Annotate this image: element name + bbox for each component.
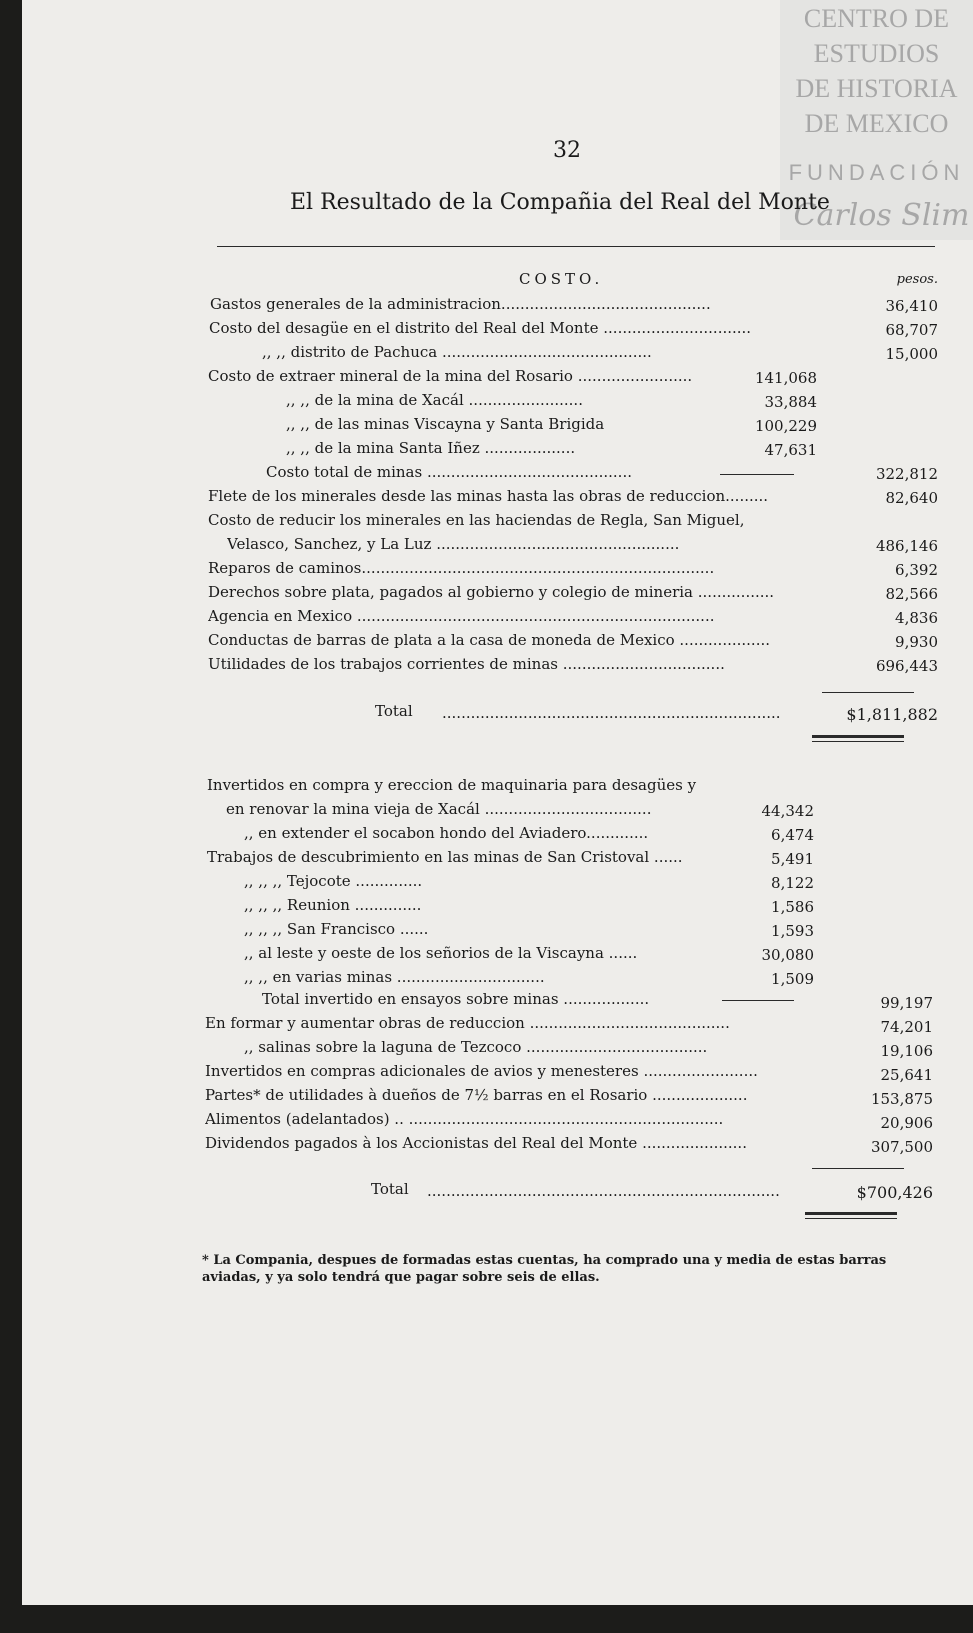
inv-row-label: Invertidos en compra y ereccion de maquinaria para desagües y — [207, 776, 697, 794]
inv-row-label: ,, salinas sobre la laguna de Tezcoco ...................................... — [244, 1038, 708, 1056]
double-rule — [805, 1218, 897, 1219]
costo-row-label: Costo del desagüe en el distrito del Real del Monte ............................... — [209, 319, 752, 337]
costo-total-dots: ....................................................................... — [442, 704, 781, 722]
costo-row-total: 9,930 — [895, 633, 938, 651]
inv-row-sub: 5,491 — [771, 850, 814, 868]
inv-row-sub: 1,509 — [771, 970, 814, 988]
inv-row-total: 307,500 — [870, 1138, 933, 1156]
costo-row-total: 15,000 — [885, 345, 938, 363]
document-page — [22, 0, 973, 1605]
inv-row-label: Partes* de utilidades à dueños de 7½ barras en el Rosario .................... — [205, 1086, 748, 1104]
inv-row-label: ,, en extender el socabon hondo del Aviadero............. — [244, 824, 649, 842]
costo-row-label: Agencia en Mexico ........................................................................... — [208, 607, 715, 625]
page-title: El Resultado de la Compañia del Real del Monte — [290, 190, 830, 215]
costo-row-label: Gastos generales de la administracion............................................ — [210, 295, 711, 313]
inv-total-label: Total — [371, 1180, 409, 1198]
costo-row-label: ,, ,, de la mina de Xacál ........................ — [286, 391, 583, 409]
inv-row-label: ,, ,, ,, San Francisco ...... — [244, 920, 429, 938]
costo-row-sub: 47,631 — [764, 441, 817, 459]
costo-row-label: ,, ,, de la mina Santa Iñez ................... — [286, 439, 576, 457]
total-rule — [822, 692, 914, 693]
inv-row-label: En formar y aumentar obras de reduccion .......................................... — [205, 1014, 730, 1032]
costo-row-total: 486,146 — [875, 537, 938, 555]
costo-row-sub: 100,229 — [754, 417, 817, 435]
inv-row-sub: 1,586 — [771, 898, 814, 916]
costo-row-total: 696,443 — [875, 657, 938, 675]
costo-row-total: 68,707 — [885, 321, 938, 339]
costo-row-label: Flete de los minerales desde las minas hasta las obras de reduccion......... — [208, 487, 769, 505]
inv-row-label: Trabajos de descubrimiento en las minas de San Cristoval ...... — [207, 848, 683, 866]
costo-row-sub: 141,068 — [754, 369, 817, 387]
inv-row-label: ,, ,, ,, Tejocote .............. — [244, 872, 423, 890]
inv-row-total: 153,875 — [870, 1090, 933, 1108]
costo-row-label: Costo total de minas ........................................... — [266, 463, 632, 481]
footnote: * La Compania, despues de formadas estas cuentas, ha comprado una y media de estas barras aviadas, y ya solo tendrá que pagar sobre seis de ellas. — [202, 1253, 887, 1285]
costo-row-total: 36,410 — [885, 297, 938, 315]
costo-row-label: Utilidades de los trabajos corrientes de minas .................................. — [208, 655, 725, 673]
inv-row-label: Alimentos (adelantados) .. .................................................................. — [205, 1110, 724, 1128]
watermark-line: CENTRO DE — [803, 4, 950, 33]
inv-row-sub: 1,593 — [771, 922, 814, 940]
watermark-line: ESTUDIOS — [813, 39, 940, 68]
costo-total-label: Total — [375, 702, 413, 720]
costo-row-sub: 33,884 — [764, 393, 817, 411]
costo-row-label: ,, ,, de las minas Viscayna y Santa Brigida — [286, 415, 605, 433]
costo-row-label: Velasco, Sanchez, y La Luz ................................................... — [227, 535, 680, 553]
costo-row-total: 6,392 — [895, 561, 938, 579]
inv-row-total: 25,641 — [880, 1066, 933, 1084]
inv-row-total: 20,906 — [880, 1114, 933, 1132]
double-rule — [805, 1212, 897, 1215]
inv-row-sub: 6,474 — [771, 826, 814, 844]
inv-row-label: ,, ,, en varias minas ............................... — [244, 968, 545, 986]
inv-row-label: ,, ,, ,, Reunion .............. — [244, 896, 422, 914]
costo-row-label: Costo de reducir los minerales en las haciendas de Regla, San Miguel, — [208, 511, 745, 529]
costo-row-label: Costo de extraer mineral de la mina del Rosario ........................ — [208, 367, 693, 385]
subtotal-rule — [720, 474, 794, 475]
watermark-line: DE MEXICO — [804, 109, 949, 138]
costo-row-total: 322,812 — [875, 465, 938, 483]
unit-label: pesos. — [896, 272, 938, 287]
costo-row-label: Reparos de caminos.......................................................................... — [208, 559, 715, 577]
costo-row-label: Conductas de barras de plata a la casa de moneda de Mexico ................... — [208, 631, 770, 649]
inv-row-label: Invertidos en compras adicionales de avios y menesteres ........................ — [205, 1062, 758, 1080]
costo-row-total: 82,566 — [885, 585, 938, 603]
page-number: 32 — [553, 138, 581, 163]
costo-row-total: 4,836 — [895, 609, 938, 627]
watermark-fundacion: FUNDACIÓN — [788, 160, 965, 185]
inv-row-sub: 30,080 — [761, 946, 814, 964]
inv-row-total: 19,106 — [880, 1042, 933, 1060]
watermark-line: DE HISTORIA — [795, 74, 958, 103]
watermark-signature: Carlos Slim — [793, 198, 970, 233]
inv-row-label: Total invertido en ensayos sobre minas .................. — [262, 990, 650, 1008]
subtotal-rule — [722, 1000, 794, 1001]
title-rule — [217, 246, 935, 247]
inv-row-sub: 44,342 — [761, 802, 814, 820]
double-rule — [812, 735, 904, 738]
inv-row-sub: 8,122 — [771, 874, 814, 892]
inv-total-dots: .......................................................................... — [427, 1182, 780, 1200]
inv-row-total: 99,197 — [880, 994, 933, 1012]
inv-row-label: ,, al leste y oeste de los señorios de la Viscayna ...... — [244, 944, 638, 962]
double-rule — [812, 741, 904, 742]
total-rule — [812, 1168, 904, 1169]
inv-total-value: $700,426 — [856, 1183, 933, 1202]
costo-row-label: ,, ,, distrito de Pachuca ............................................ — [262, 343, 652, 361]
inv-row-label: en renovar la mina vieja de Xacál ................................... — [226, 800, 652, 818]
costo-heading: COSTO. — [519, 270, 604, 288]
costo-total-value: $1,811,882 — [846, 705, 938, 724]
inv-row-total: 74,201 — [880, 1018, 933, 1036]
costo-row-label: Derechos sobre plata, pagados al gobierno y colegio de mineria ................ — [208, 583, 775, 601]
inv-row-label: Dividendos pagados à los Accionistas del Real del Monte ...................... — [205, 1134, 747, 1152]
costo-row-total: 82,640 — [885, 489, 938, 507]
